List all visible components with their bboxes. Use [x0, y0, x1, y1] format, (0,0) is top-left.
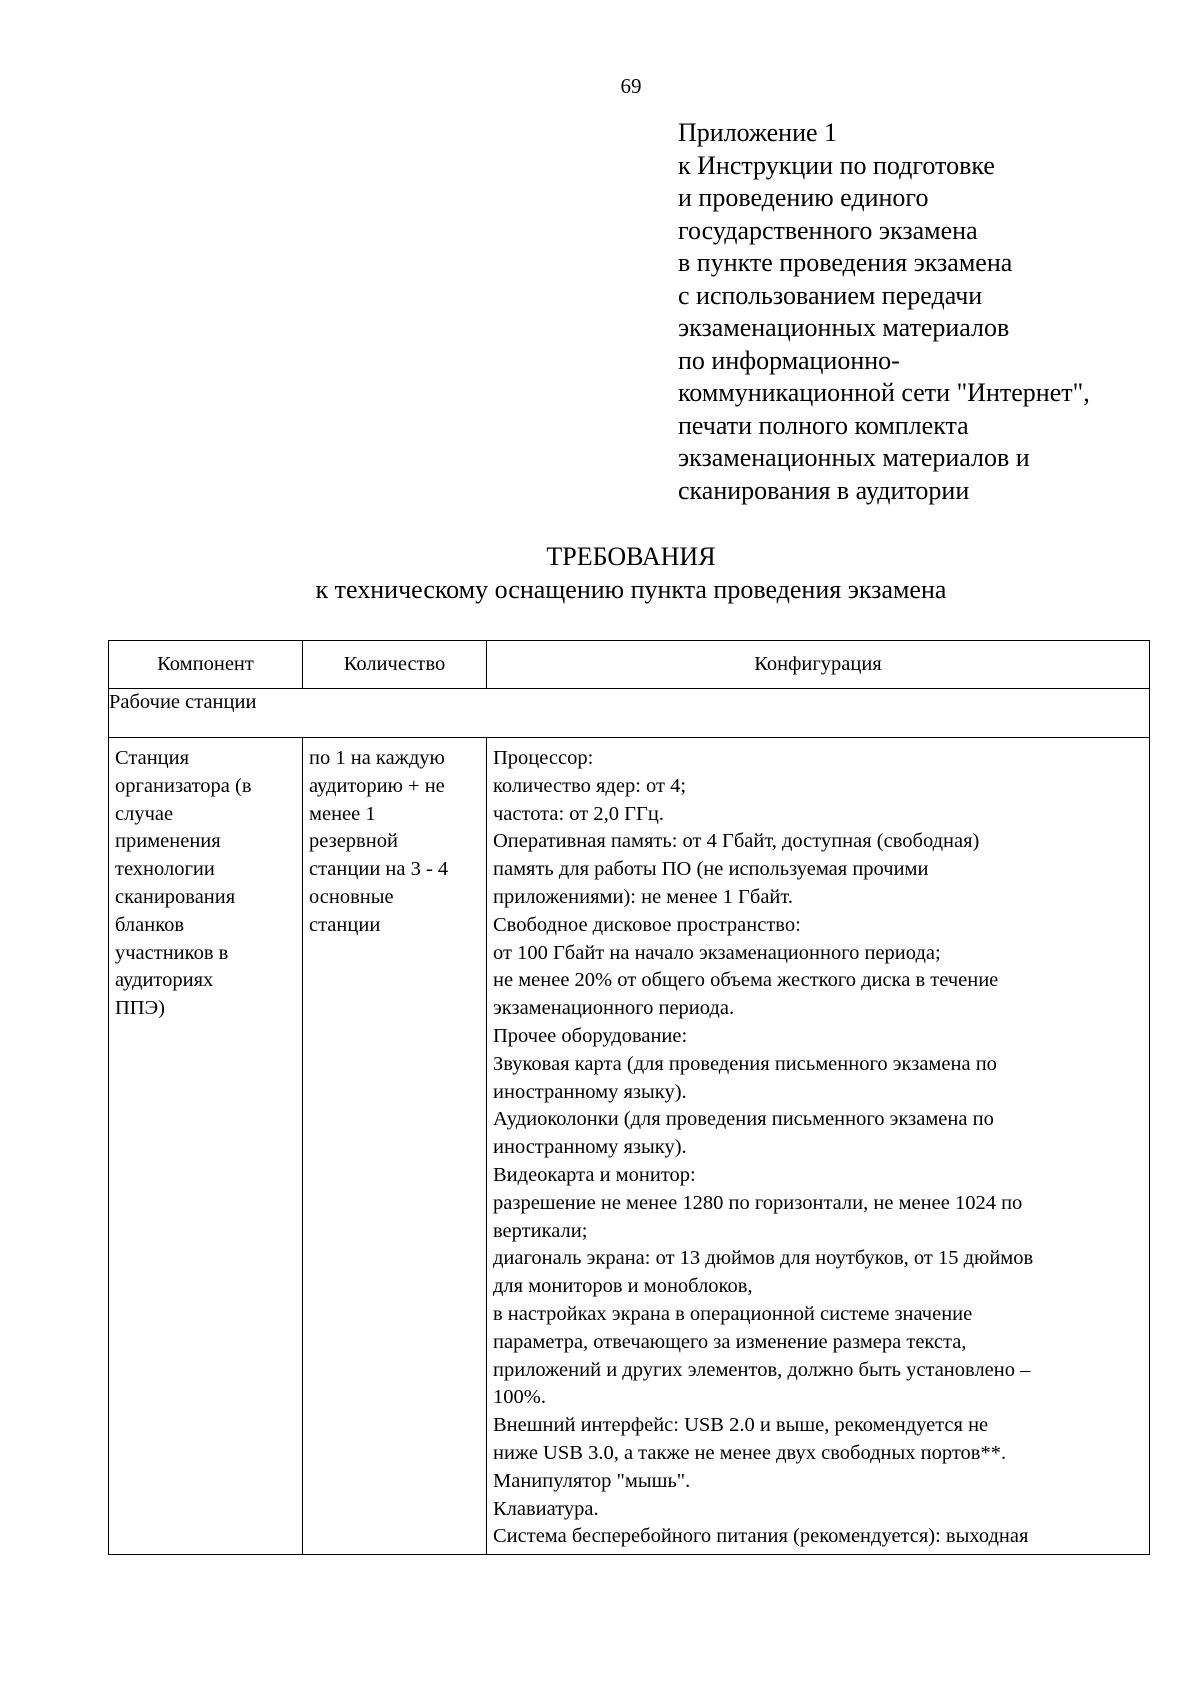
section-row [109, 689, 1150, 738]
component-line: ППЭ) [115, 997, 165, 1020]
appendix-line: коммуникационной сети "Интернет", [678, 378, 1090, 407]
component-cell [109, 738, 303, 1555]
configuration-line: приложениями): не менее 1 Гбайт. [493, 885, 793, 908]
appendix-line: сканирования в аудитории [678, 475, 970, 505]
quantity-cell [303, 738, 487, 1555]
configuration-line: Свободное дисковое пространство: [493, 913, 801, 936]
quantity-line: по 1 на каждую [309, 747, 445, 769]
configuration-line: частота: от 2,0 ГГц. [493, 802, 664, 825]
configuration-line: приложений и других элементов, должно быть установлено – [493, 1358, 1031, 1381]
header-quantity: Количество [303, 641, 487, 689]
component-line: участников в [115, 941, 229, 964]
component-line: применения [115, 830, 221, 853]
configuration-line: 100%. [493, 1386, 546, 1409]
document-subtitle: к техническому оснащению пункта проведения экзамена [315, 575, 947, 604]
appendix-line: экзаменационных материалов [678, 313, 1010, 342]
component-line: бланков [115, 913, 185, 936]
configuration-line: количество ядер: от 4; [493, 774, 687, 797]
configuration-line: диагональ экрана: от 13 дюймов для ноутбуков, от 15 дюймов [493, 1247, 1034, 1270]
configuration-line: иностранному языку). [493, 1136, 687, 1159]
component-line: Станция [115, 747, 190, 769]
configuration-line: Оперативная память: от 4 Гбайт, доступная (свободная) [493, 830, 980, 853]
appendix-line: в пункте проведения экзамена [678, 248, 1013, 277]
component-line: технологии [115, 858, 215, 881]
configuration-line: Аудиоколонки (для проведения письменного экзамена по [493, 1108, 994, 1131]
configuration-line: от 100 Гбайт на начало экзаменационного периода; [493, 941, 941, 964]
quantity-line: станции [309, 913, 381, 936]
quantity-line: резервной [309, 830, 398, 853]
table-row [109, 738, 1150, 1555]
configuration-line: Внешний интерфейс: USB 2.0 и выше, рекомендуется не [493, 1414, 989, 1437]
component-line: сканирования [115, 885, 236, 908]
appendix-block [678, 117, 1178, 507]
requirements-table [108, 640, 1150, 1555]
configuration-line: не менее 20% от общего объема жесткого диска в течение [493, 969, 999, 992]
appendix-line: печати полного комплекта [678, 410, 969, 440]
appendix-line: к Инструкции по подготовке [678, 150, 995, 180]
configuration-line: Видеокарта и монитор: [493, 1163, 696, 1186]
configuration-line: экзаменационного периода. [493, 997, 735, 1020]
appendix-line: экзаменационных материалов и [678, 443, 1030, 472]
configuration-line: Звуковая карта (для проведения письменного экзамена по [493, 1052, 997, 1075]
configuration-line: параметра, отвечающего за изменение размера текста, [493, 1330, 967, 1353]
quantity-line: станции на 3 - 4 [309, 858, 449, 881]
configuration-line: иностранному языку). [493, 1080, 687, 1103]
header-component: Компонент [109, 641, 303, 689]
appendix-line: Приложение 1 [678, 118, 838, 147]
quantity-line: аудиторию + не [309, 774, 445, 797]
configuration-line: Процессор: [493, 747, 594, 769]
page-number: 69 [620, 74, 642, 98]
component-line: организатора (в [115, 774, 252, 797]
appendix-line: с использованием передачи [678, 280, 983, 310]
quantity-line: менее 1 [309, 802, 376, 825]
configuration-line: Клавиатура. [493, 1497, 599, 1520]
quantity-line: основные [309, 885, 394, 908]
configuration-line: Прочее оборудование: [493, 1024, 688, 1047]
component-line: случае [115, 802, 174, 825]
appendix-line: и проведению единого [678, 183, 929, 212]
configuration-line: Манипулятор "мышь". [493, 1469, 691, 1492]
appendix-line: по информационно- [678, 345, 900, 375]
configuration-line: ниже USB 3.0, а также не менее двух свободных портов**. [493, 1441, 1007, 1464]
configuration-line: память для работы ПО (не используемая прочими [493, 858, 929, 881]
configuration-line: в настройках экрана в операционной системе значение [493, 1302, 973, 1325]
configuration-cell [487, 738, 1150, 1555]
configuration-line: для мониторов и моноблоков, [493, 1275, 753, 1298]
table-header-row [109, 641, 1150, 689]
configuration-line: вертикали; [493, 1219, 588, 1242]
header-configuration: Конфигурация [487, 641, 1150, 689]
document-title: ТРЕБОВАНИЯ [546, 542, 716, 571]
component-line: аудиториях [115, 969, 214, 992]
section-title: Рабочие станции [109, 689, 1150, 738]
configuration-line: разрешение не менее 1280 по горизонтали, не менее 1024 по [493, 1191, 1023, 1214]
configuration-line: Система бесперебойного питания (рекомендуется): выходная [493, 1525, 1029, 1548]
appendix-line: государственного экзамена [678, 215, 978, 245]
